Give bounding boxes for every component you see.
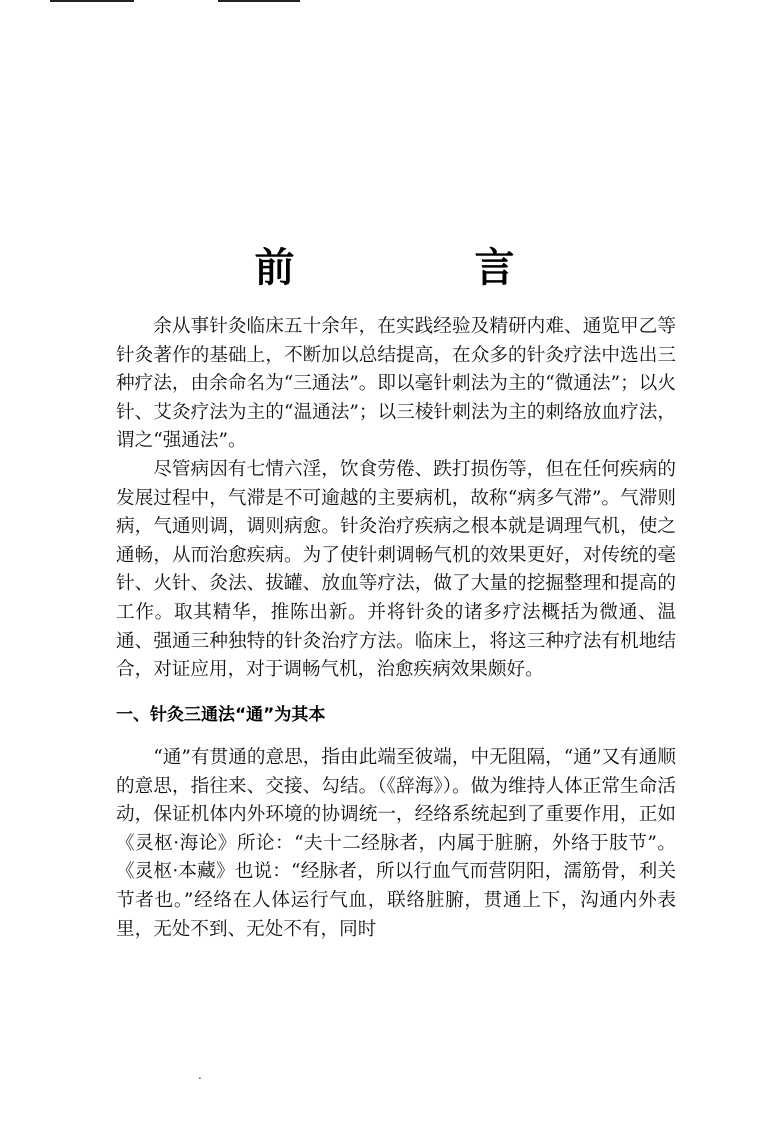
paragraph-2: 尽管病因有七情六淫，饮食劳倦、跌打损伤等，但在任何疾病的发展过程中，气滞是不可逾越的主要病机，故称“病多气滞”。气滞则病，气通则调，调则病愈。针灸治疗疾病之根本就是调理气机，使之通畅，从而治愈疾病。为了使针刺调畅气机的效果更好，对传统的毫针、火针、灸法、拔罐、放血等疗法，做了大量的挖掘整理和提高的工作。取其精华，推陈出新。并将针灸的诸多疗法概括为微通、温通、强通三种独特的针灸治疗方法。临床上，将这三种疗法有机地结合，对证应用，对于调畅气机，治愈疾病效果颇好。 (116, 459, 676, 681)
paragraph-3: “通”有贯通的意思，指由此端至彼端，中无阻隔，“通”又有通顺的意思，指往来、交接、勾结。（《辞海》）。做为维持人体正常生命活动，保证机体内外环境的协调统一，经络系统起到了重要作用，正如《灵枢·海论》所论：“夫十二经脉者，内属于脏腑，外络于肢节”。《灵枢·本藏》也说：“经脉者，所以行血气而营阴阳，濡筋骨，利关节者也。”经络在人体运行气血，联络脏腑，贯通上下，沟通内外表里，无处不到、无处不有，同时 (116, 747, 676, 940)
page-title: 前 言 (254, 245, 585, 291)
section-heading: 一、针灸三通法“通”为其本 (116, 705, 326, 725)
paragraph-1: 余从事针灸临床五十余年，在实践经验及精研内难、通览甲乙等针灸著作的基础上，不断加以总结提高，在众多的针灸疗法中选出三种疗法，由余命名为“三通法”。即以毫针刺法为主的“微通法”；以火针、艾灸疗法为主的“温通法”；以三棱针刺法为主的刺络放血疗法，谓之“强通法”。 (116, 316, 676, 452)
page-mark: . (198, 1068, 202, 1082)
top-rule-right (218, 0, 300, 2)
top-rule-left (50, 0, 134, 2)
